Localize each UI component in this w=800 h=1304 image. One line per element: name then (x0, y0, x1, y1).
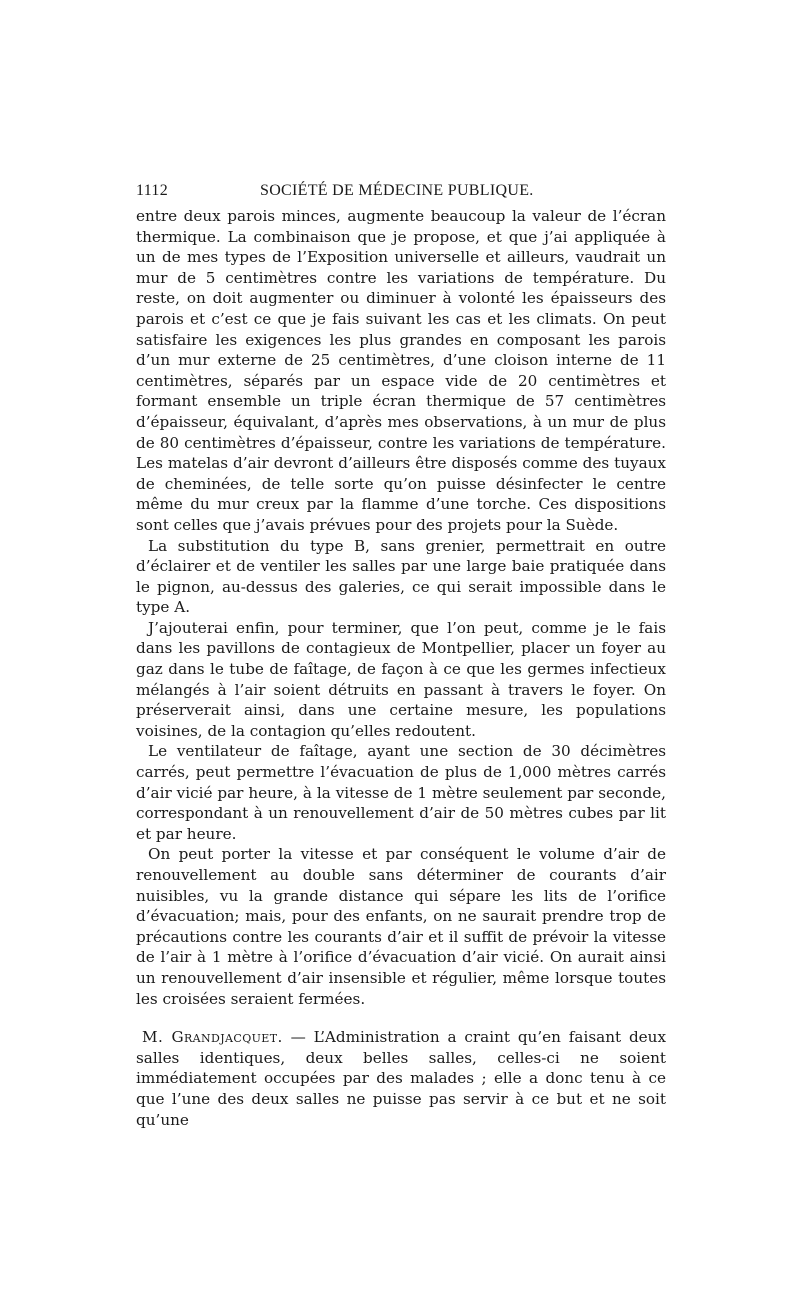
body-text (136, 206, 666, 1009)
page-number: 1112 (136, 182, 169, 199)
running-header (136, 182, 666, 206)
paragraph-ventilator: Le ventilateur de faîtage, ayant une section de 30 décimètres carrés, peut permettre l’évacuation de plus de 1,000 mètres carrés d’air vicié par heure, à la vitesse de 1 mètre seulement par seconde, correspondant à un renouvellement d’air de 50 mètres cubes par lit et par heure. (136, 742, 666, 843)
speech-text: L’Administration a craint qu’en faisant deux salles identiques, deux belles salles, celles-ci ne soient immédiatement occupées par des malades ; elle a donc tenu à ce que l’une des deux salles ne puisse pas servir à ce but et ne soit qu’une (136, 1028, 667, 1129)
speech-block (136, 1027, 666, 1130)
speech-dash: — (282, 1028, 314, 1047)
speaker-name: M. Grandjacquet. (142, 1028, 283, 1047)
paragraph-type-b: La substitution du type B, sans grenier, permettrait en outre d’éclairer et de ventiler les salles par une large baie pratiquée dans le pignon, au-dessus des galeries, ce qui serait impossible dans le type A. (136, 536, 666, 617)
speech-paragraph (136, 1027, 666, 1130)
book-page (136, 182, 666, 1130)
paragraph-gas-burner: J’ajouterai enfin, pour terminer, que l’on peut, comme je le fais dans les pavillons de contagieux de Montpellier, placer un foyer au gaz dans le tube de faîtage, de façon à ce que les germes infectieux mélangés à l’air soient détruits en passant à travers le foyer. On préserverait ainsi, dans une certaine mesure, les populations voisines, de la contagion qu’elles redoutent. (136, 618, 666, 740)
running-title: SOCIÉTÉ DE MÉDECINE PUBLIQUE. (260, 182, 534, 199)
paragraph-air-speed: On peut porter la vitesse et par conséquent le volume d’air de renouvellement au double sans déterminer de courants d’air nuisibles, vu la grande distance qui sépare les lits de l’orifice d’évacuation; mais, pour des enfants, on ne saurait prendre trop de précautions contre les courants d’air et il suffit de prévoir la vitesse de l’air à 1 mètre à l’orifice d’évacuation d’air vicié. On aurait ainsi un renouvellement d’air insensible et régulier, même lorsque toutes les croisées seraient fermées. (136, 845, 666, 1008)
paragraph-continuation: entre deux parois minces, augmente beaucoup la valeur de l’écran thermique. La combinaison que je propose, et que j’ai appliquée à un de mes types de l’Exposition universelle et ailleurs, vaudrait un mur de 5 centimètres contre les variations de température. Du reste, on doit augmenter ou diminuer à volonté les épaisseurs des parois et c’est ce que je fais suivant les cas et les climats. On peut satisfaire les exigences les plus grandes en composant les parois d’un mur externe de 25 centimètres, d’une cloison interne de 11 centimètres, séparés par un espace vide de 20 centimètres et formant ensemble un triple écran thermique de 57 centimètres d’épaisseur, équivalant, d’après mes observations, à un mur de plus de 80 centimètres d’épaisseur, contre les variations de température. Les matelas d’air devront d’ailleurs être disposés comme des tuyaux de cheminées, de telle sorte qu’on puisse désinfecter le centre même du mur creux par la flamme d’une torche. Ces dispositions sont celles que j’avais prévues pour des projets pour la Suède. (136, 207, 666, 534)
